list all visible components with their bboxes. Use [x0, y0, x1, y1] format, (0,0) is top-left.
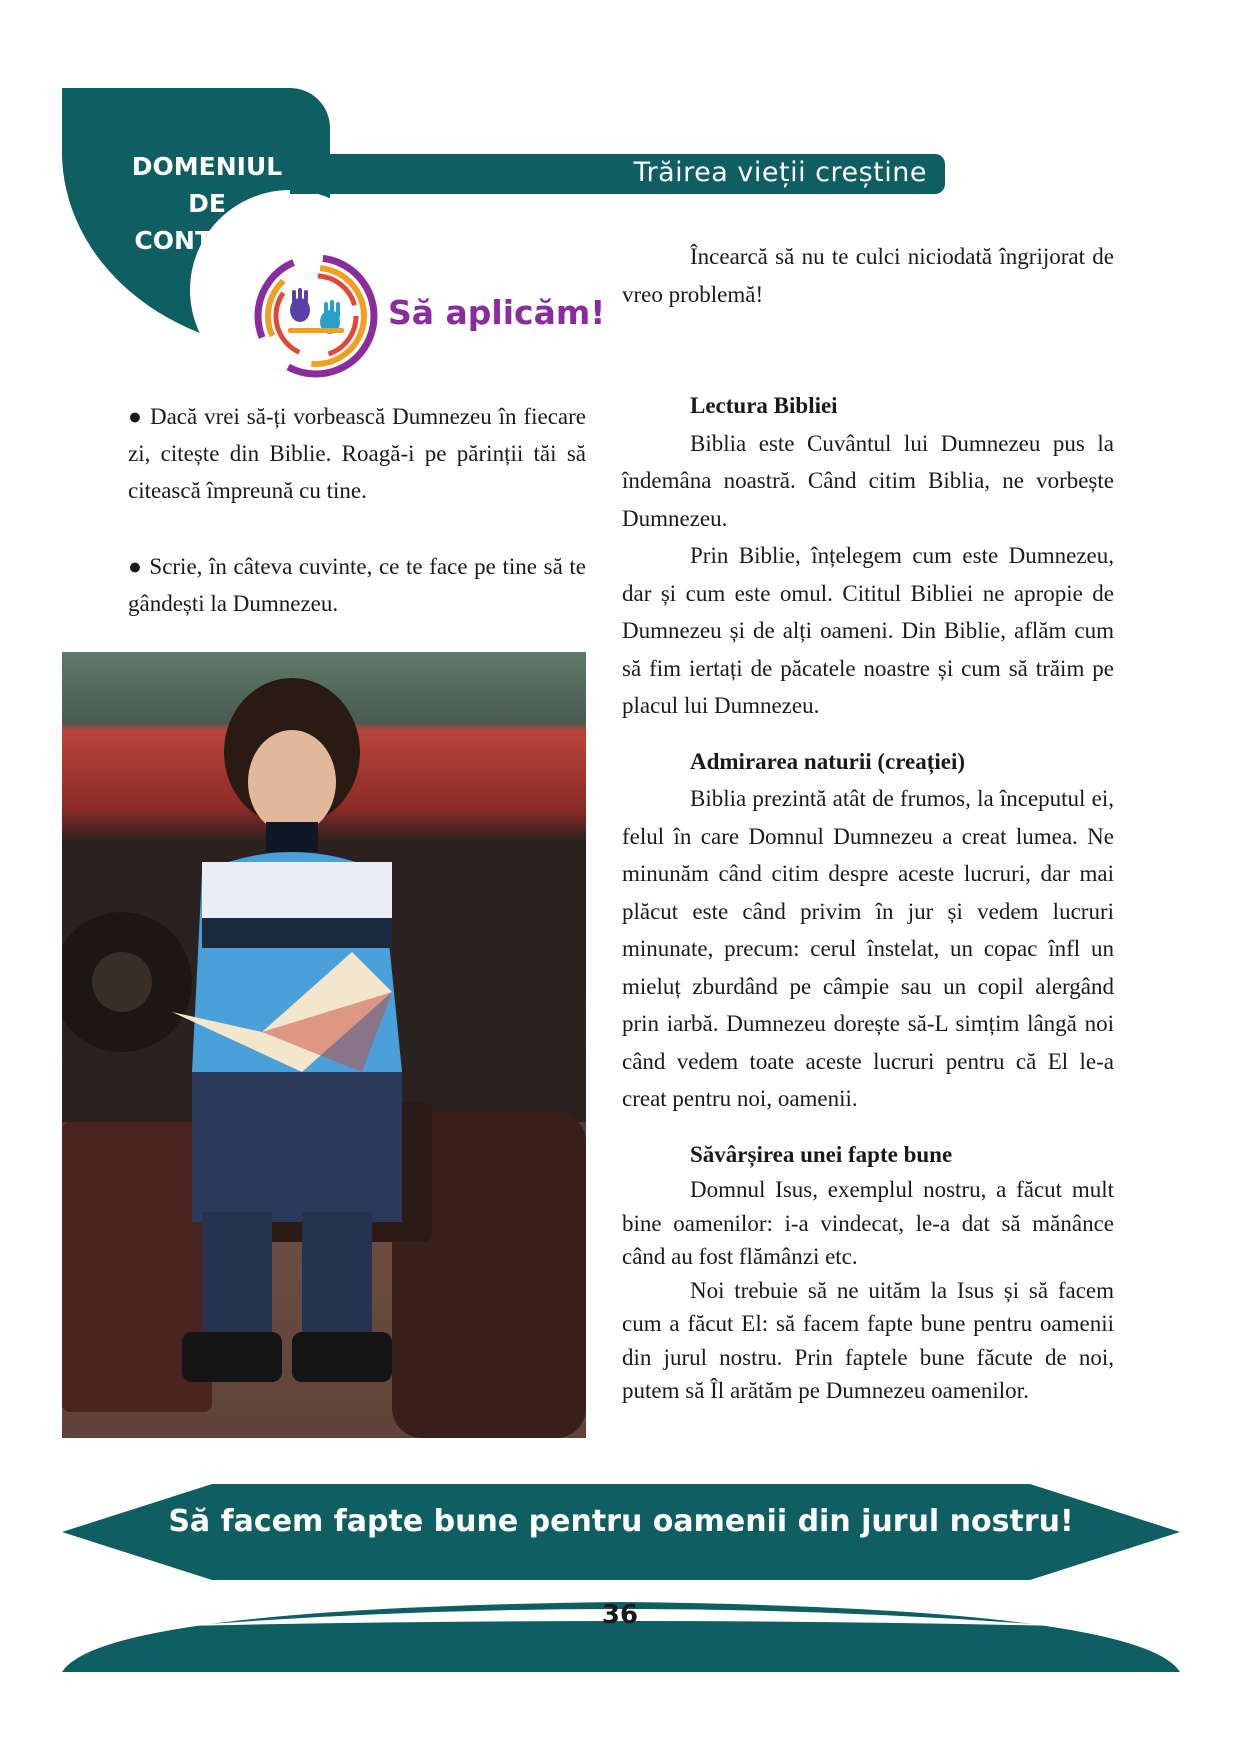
- section-heading: Săvârșirea unei fapte bune: [690, 1141, 953, 1167]
- section-heading: Admirarea naturii (creației): [690, 748, 966, 774]
- child-reading-photo: [62, 652, 586, 1438]
- section-paragraph: Domnul Isus, exemplul nostru, a făcut mult bine oamenilor: i-a vindecat, le-a dat să mănânce când au fost flămânzi etc.: [622, 1177, 1114, 1269]
- apply-bullet-text: ● Scrie, în câteva cuvinte, ce te face pe tine să te gândești la Dumnezeu.: [128, 554, 586, 616]
- section-paragraph: Noi trebuie să ne uităm la Isus și să facem cum a făcut El: să facem fapte bune pentru oamenii din jurul nostru. Prin faptele bune făcute de noi, putem să Îl arătăm pe Dumnezeu oamenilor.: [622, 1277, 1114, 1403]
- section-paragraph: Prin Biblie, înțelegem cum este Dumnezeu, dar și cum este omul. Cititul Bibliei ne apropie de Dumnezeu și de alți oameni. Din Biblie, aflăm cum să fim iertați de păcatele noastre și cum să trăim pe placul lui Dumnezeu.: [622, 543, 1114, 718]
- apply-bullet-text: ● Dacă vrei să-ți vorbească Dumnezeu în fiecare zi, citește din Biblie. Roagă-i pe părinții tăi să citească împreună cu tine.: [128, 404, 586, 503]
- slogan-text: Să facem fapte bune pentru oamenii din jurul nostru!: [168, 1504, 1074, 1539]
- domain-label-line: DOMENIUL: [131, 152, 283, 181]
- apply-title: Să aplicăm!: [388, 293, 606, 332]
- section-paragraph: Biblia prezintă atât de frumos, la începutul ei, felul în care Domnul Dumnezeu a creat lumea. Ne minunăm când citim despre aceste lucruri, dar mai plăcut este când privim în jur și vedem lucruri minunate, precum: cerul înstelat, un copac înfl un mieluț zburdând pe câmpie sau un copil alergând prin iarbă. Dumnezeu dorește să-L simțim lângă noi când vedem toate aceste lucruri pentru că El le-a creat pentru noi, oamenii.: [622, 786, 1114, 1111]
- hands-logo-icon: [248, 248, 384, 384]
- domain-label-line: DE: [188, 189, 226, 218]
- chapter-title: Trăirea vieții creștine: [633, 157, 927, 188]
- apply-bullet: [128, 398, 586, 509]
- apply-bullet: [128, 548, 586, 622]
- intro-paragraph: Încearcă să nu te culci niciodată îngrijorat de vreo problemă!: [622, 244, 1114, 307]
- domain-label-line: II: [197, 263, 217, 292]
- section-heading: Lectura Bibliei: [690, 393, 838, 418]
- chapter-bar: [290, 154, 945, 194]
- right-column: [622, 238, 1114, 1408]
- domain-label-line: CONȚINUT: [134, 226, 280, 255]
- page-number: 36: [601, 1600, 639, 1630]
- photo-illustration: [62, 652, 586, 1438]
- section-paragraph: Biblia este Cuvântul lui Dumnezeu pus la îndemâna noastră. Când citim Biblia, ne vorbește Dumnezeu.: [622, 430, 1114, 531]
